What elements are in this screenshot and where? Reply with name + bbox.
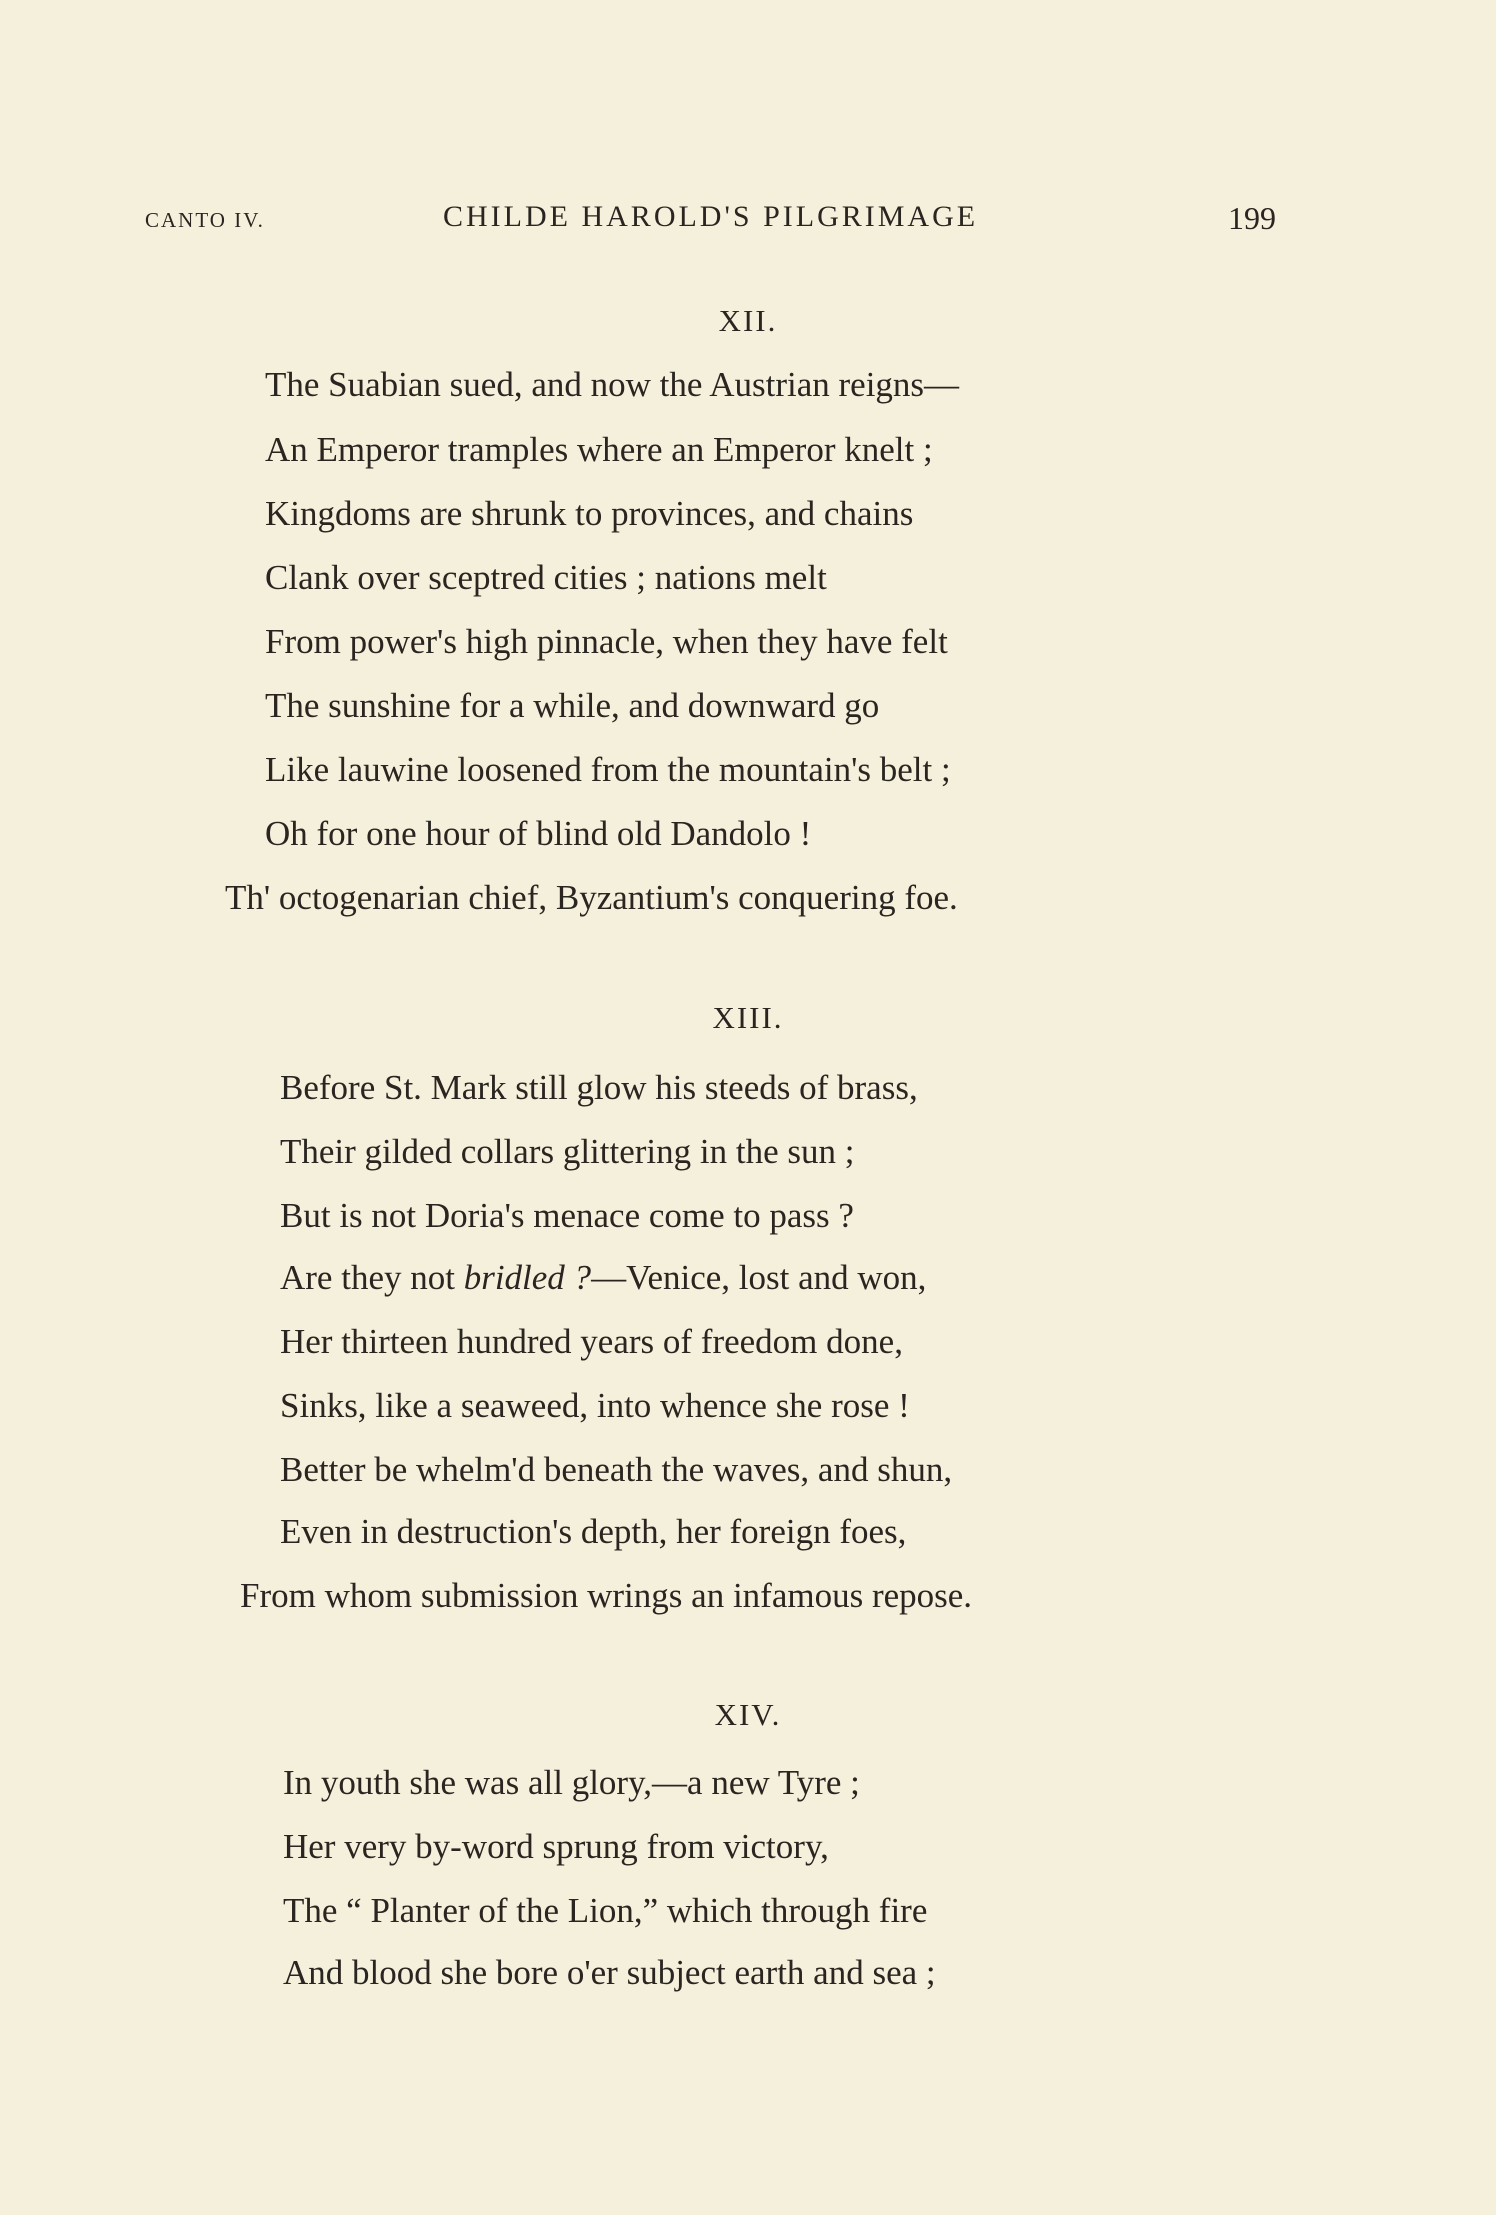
italic-phrase: bridled ? (463, 1258, 592, 1297)
verse-line: Her very by-word sprung from victory, (283, 1827, 829, 1866)
verse-line: But is not Doria's menace come to pass ? (280, 1196, 854, 1235)
verse-line: Th' octogenarian chief, Byzantium's conquering foe. (225, 878, 958, 917)
running-head (0, 200, 1496, 240)
page-number: 199 (1228, 200, 1276, 236)
canto-label: CANTO IV. (145, 208, 265, 232)
verse-line: The Suabian sued, and now the Austrian reigns— (265, 365, 960, 404)
verse-line: Better be whelm'd beneath the waves, and shun, (280, 1450, 953, 1489)
stanza-number-xiii: XIII. (712, 1000, 784, 1035)
verse-line: Oh for one hour of blind old Dandolo ! (265, 814, 812, 853)
stanza-number-xiv: XIV. (714, 1697, 782, 1732)
verse-line: And blood she bore o'er subject earth and sea ; (283, 1953, 936, 1992)
running-title: CHILDE HAROLD'S PILGRIMAGE (443, 200, 979, 233)
verse-line: From power's high pinnacle, when they have felt (265, 622, 948, 661)
verse-line: The “ Planter of the Lion,” which through fire (283, 1891, 928, 1930)
verse-line: In youth she was all glory,—a new Tyre ; (283, 1763, 860, 1802)
verse-line: An Emperor tramples where an Emperor knelt ; (265, 430, 933, 469)
verse-line: Clank over sceptred cities ; nations melt (265, 558, 827, 597)
stanza-number-xii: XII. (718, 303, 778, 338)
verse-line: Her thirteen hundred years of freedom done, (280, 1322, 903, 1361)
verse-text: Are they not (280, 1258, 464, 1297)
verse-line (280, 1258, 926, 1298)
verse-line: Even in destruction's depth, her foreign foes, (280, 1512, 907, 1551)
verse-line: Their gilded collars glittering in the sun ; (280, 1132, 855, 1171)
verse-line: Like lauwine loosened from the mountain's belt ; (265, 750, 951, 789)
verse-line: Before St. Mark still glow his steeds of brass, (280, 1068, 918, 1107)
verse-line: From whom submission wrings an infamous repose. (240, 1576, 973, 1615)
verse-line: Kingdoms are shrunk to provinces, and chains (265, 494, 914, 533)
verse-text: —Venice, lost and won, (591, 1258, 927, 1297)
verse-line: The sunshine for a while, and downward go (265, 686, 880, 725)
verse-line: Sinks, like a seaweed, into whence she rose ! (280, 1386, 910, 1425)
